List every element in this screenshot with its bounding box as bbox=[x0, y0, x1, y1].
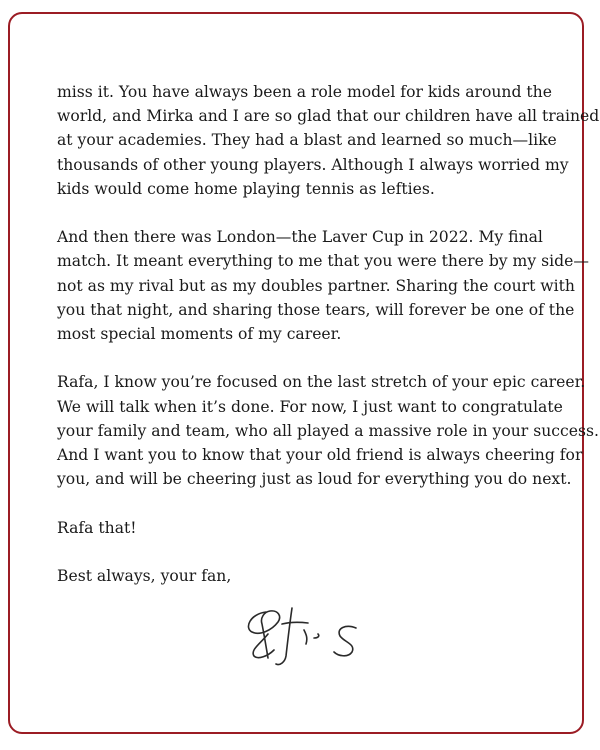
letter-line: your family and team, who all played a massive role in your success. bbox=[57, 421, 599, 440]
letter-line: kids would come home playing tennis as lefties. bbox=[57, 179, 435, 198]
letter-line: most special moments of my career. bbox=[57, 325, 342, 344]
paragraph-3 bbox=[57, 370, 599, 491]
letter-line: And I want you to know that your old friend is always cheering for bbox=[57, 446, 583, 465]
letter-line: world, and Mirka and I are so glad that our children have all trained bbox=[57, 107, 600, 126]
signature-image bbox=[238, 594, 378, 674]
letter-body bbox=[57, 80, 600, 612]
letter-line: at your academies. They had a blast and learned so much—like bbox=[57, 131, 557, 150]
letter-frame bbox=[8, 12, 600, 734]
paragraph-4 bbox=[57, 516, 577, 540]
letter-line: match. It meant everything to me that you were there by my side— bbox=[57, 252, 589, 271]
paragraph-2 bbox=[57, 225, 589, 346]
letter-line: thousands of other young players. Although I always worried my bbox=[57, 155, 569, 174]
letter-line: you that night, and sharing those tears, will forever be one of the bbox=[57, 300, 575, 319]
letter-line: And then there was London—the Laver Cup in 2022. My final bbox=[57, 228, 543, 247]
letter-line: Rafa that! bbox=[57, 518, 137, 537]
letter-line: We will talk when it’s done. For now, I just want to congratulate bbox=[57, 397, 563, 416]
paragraph-1 bbox=[57, 80, 600, 201]
letter-line: Best always, your fan, bbox=[57, 567, 232, 585]
closing-line bbox=[57, 564, 577, 588]
letter-line: not as my rival but as my doubles partner. Sharing the court with bbox=[57, 276, 575, 295]
letter-line: you, and will be cheering just as loud for everything you do next. bbox=[57, 470, 572, 489]
letter-line: Rafa, I know you’re focused on the last stretch of your epic career. bbox=[57, 373, 586, 392]
letter-line: miss it. You have always been a role model for kids around the bbox=[57, 83, 552, 101]
